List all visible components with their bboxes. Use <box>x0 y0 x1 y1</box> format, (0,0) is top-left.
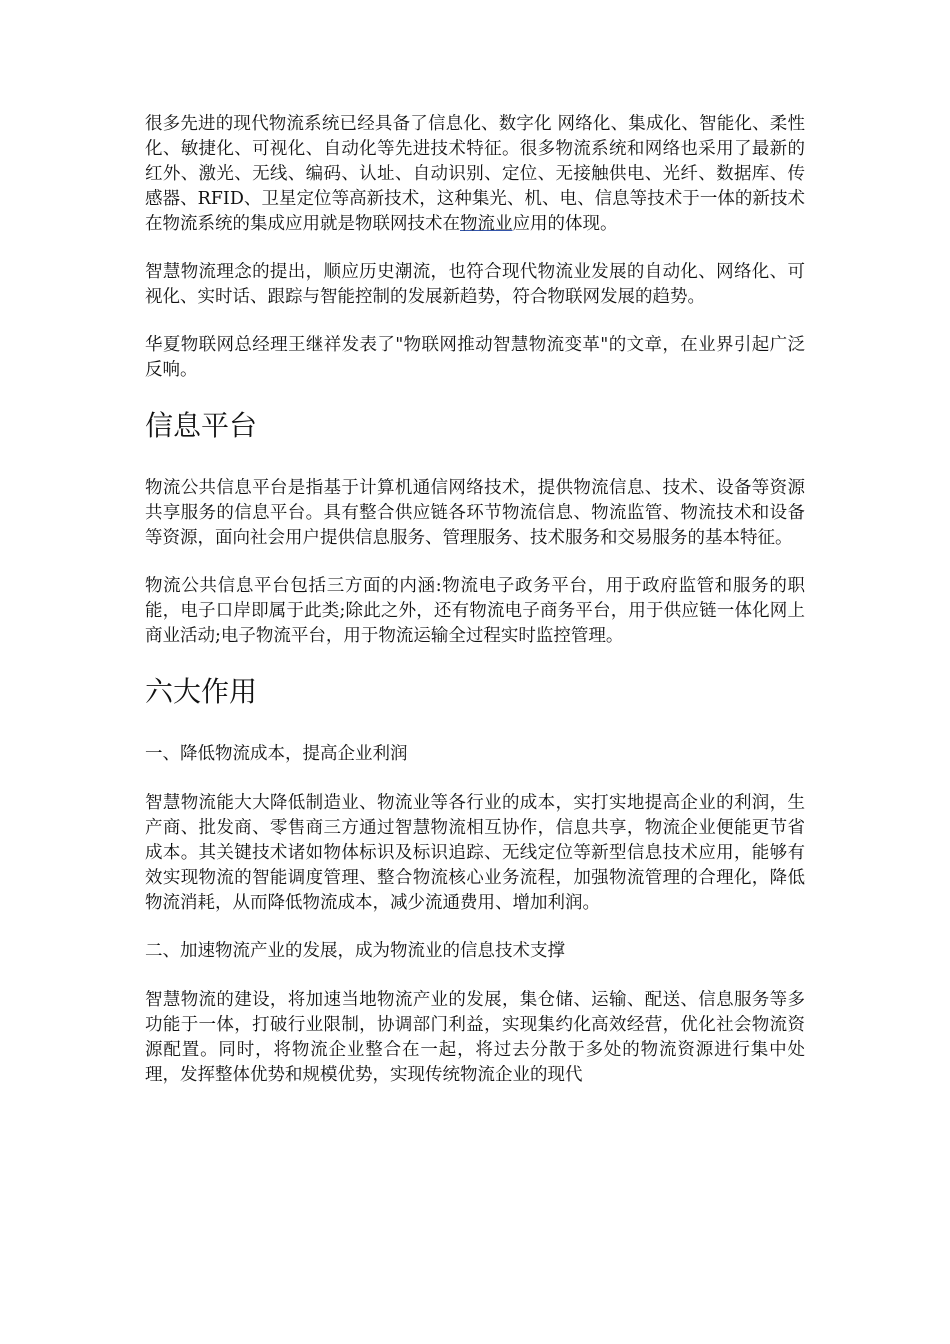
intro-paragraph-1 <box>145 112 805 237</box>
intro-p1-tail: 应用的体现。 <box>512 214 618 234</box>
intro-p1-text: 很多先进的现代物流系统已经具备了信息化、数字化 网络化、集成化、智能化、柔性化、敏捷化、可视化、自动化等先进技术特征。很多物流系统和网络也采用了最新的红外、激光、无线、编码、认址、自动识别、定位、无接触供电、光纤、数据库、传感器、RFID、卫星定位等高新技术，这种集光、机、电、信息等技术于一体的新技术在物流系统的集成应用就是物联网技术在 <box>145 114 805 234</box>
intro-paragraph-3: 华夏物联网总经理王继祥发表了"物联网推动智慧物流变革"的文章，在业界引起广泛反响。 <box>145 335 805 380</box>
role-1-title: 一、降低物流成本，提高企业利润 <box>145 744 408 764</box>
platform-paragraph-1: 物流公共信息平台是指基于计算机通信网络技术，提供物流信息、技术、设备等资源共享服务的信息平台。具有整合供应链各环节物流信息、物流监管、物流技术和设备等资源，面向社会用户提供信息服务、管理服务、技术服务和交易服务的基本特征。 <box>145 478 805 548</box>
logistics-industry-link[interactable]: 物流业 <box>460 214 513 234</box>
role-1-paragraph: 智慧物流能大大降低制造业、物流业等各行业的成本，实打实地提高企业的利润，生产商、批发商、零售商三方通过智慧物流相互协作，信息共享，物流企业便能更节省成本。其关键技术诸如物体标识及标识追踪、无线定位等新型信息技术应用，能够有效实现物流的智能调度管理、整合物流核心业务流程，加强物流管理的合理化，降低物流消耗，从而降低物流成本，减少流通费用、增加利润。 <box>145 793 805 913</box>
role-2-paragraph: 智慧物流的建设，将加速当地物流产业的发展，集仓储、运输、配送、信息服务等多功能于一体，打破行业限制，协调部门利益，实现集约化高效经营，优化社会物流资源配置。同时，将物流企业整合在一起，将过去分散于多处的物流资源进行集中处理，发挥整体优势和规模优势，实现传统物流企业的现代 <box>145 990 805 1085</box>
section-heading-six-roles: 六大作用 <box>145 675 258 708</box>
section-heading-info-platform: 信息平台 <box>145 409 258 442</box>
intro-paragraph-2: 智慧物流理念的提出，顺应历史潮流，也符合现代物流业发展的自动化、网络化、可视化、实时话、跟踪与智能控制的发展新趋势，符合物联网发展的趋势。 <box>145 262 805 307</box>
document-body <box>145 112 805 1111</box>
role-2-title: 二、加速物流产业的发展，成为物流业的信息技术支撑 <box>145 941 565 961</box>
platform-paragraph-2: 物流公共信息平台包括三方面的内涵:物流电子政务平台，用于政府监管和服务的职能，电子口岸即属于此类;除此之外，还有物流电子商务平台，用于供应链一体化网上商业活动;电子物流平台，用于物流运输全过程实时监控管理。 <box>145 576 805 646</box>
